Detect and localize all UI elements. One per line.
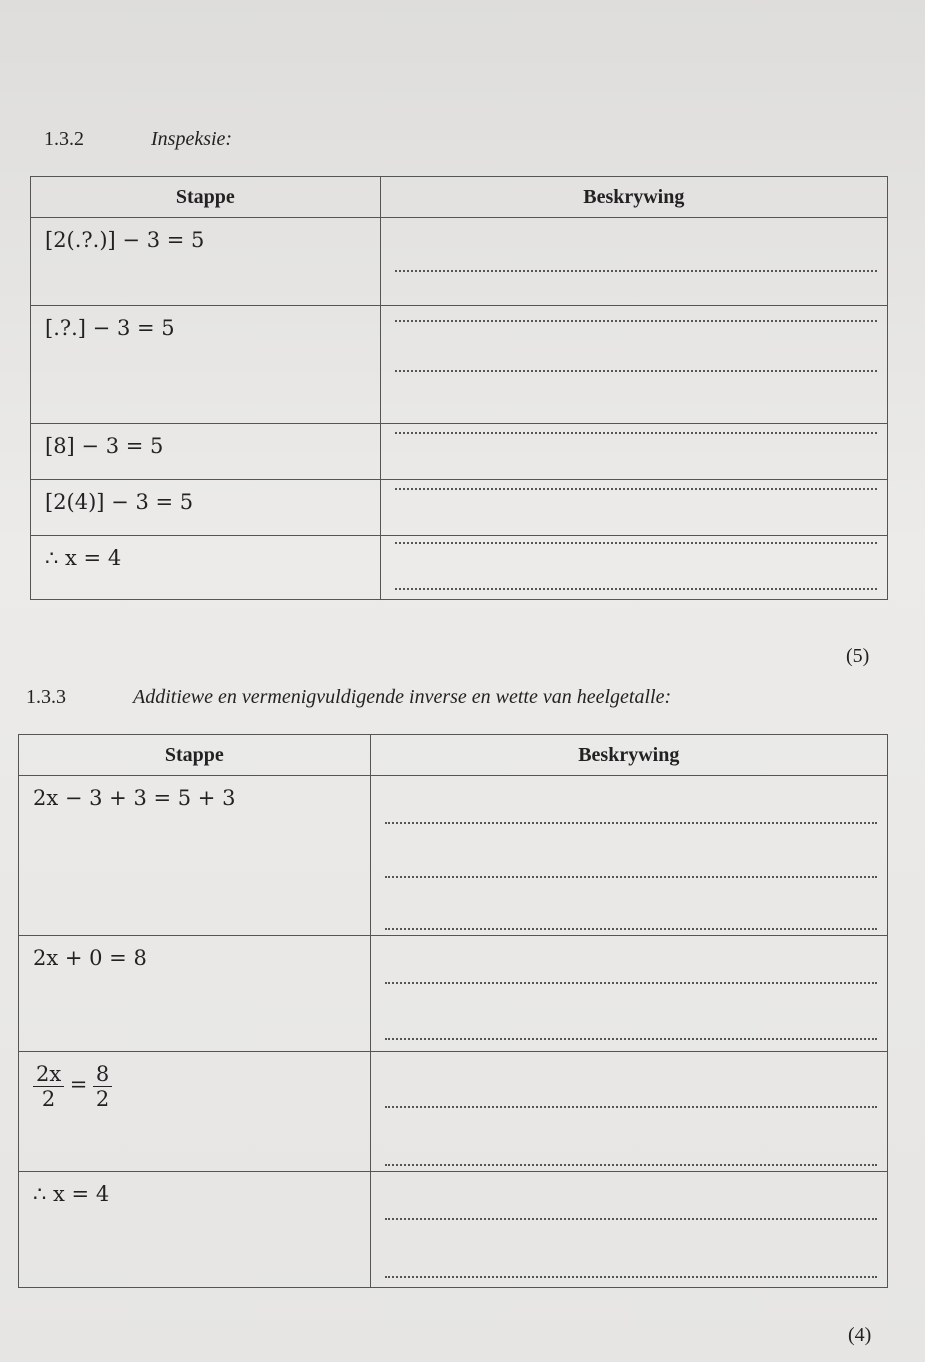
step-cell: [8] − 3 = 5	[31, 424, 381, 480]
description-answer-cell[interactable]	[370, 1172, 887, 1288]
fraction-right: $\frac{8}{2}$	[93, 1062, 112, 1111]
description-answer-cell[interactable]	[380, 424, 887, 480]
marks-133: (4)	[848, 1324, 872, 1346]
answer-line[interactable]	[385, 822, 877, 824]
step-cell: 2x + 0 = 8	[19, 936, 371, 1052]
answer-line[interactable]	[395, 542, 877, 544]
section-number: 1.3.2	[44, 128, 84, 150]
answer-line[interactable]	[385, 1038, 877, 1040]
answer-line[interactable]	[385, 928, 877, 930]
step-cell: [2(4)] − 3 = 5	[31, 480, 381, 536]
section-title: Inspeksie:	[151, 128, 233, 150]
answer-line[interactable]	[385, 1106, 877, 1108]
steps-header: Stappe	[31, 177, 381, 218]
answer-line[interactable]	[385, 1164, 877, 1166]
answer-line[interactable]	[385, 876, 877, 878]
description-answer-cell[interactable]	[370, 776, 887, 936]
description-header: Beskrywing	[380, 177, 887, 218]
answer-line[interactable]	[385, 1276, 877, 1278]
answer-line[interactable]	[395, 270, 877, 272]
section-title: Additiewe en vermenigvuldigende inverse en wette van heelgetalle:	[133, 686, 672, 708]
description-answer-cell[interactable]	[380, 218, 887, 306]
step-cell: [.?.] − 3 = 5	[31, 306, 381, 424]
section-133-heading	[26, 686, 671, 709]
step-cell: 2x − 3 + 3 = 5 + 3	[19, 776, 371, 936]
answer-line[interactable]	[395, 370, 877, 372]
section-number: 1.3.3	[26, 686, 66, 708]
description-answer-cell[interactable]	[370, 936, 887, 1052]
step-cell: ∴ x = 4	[19, 1172, 371, 1288]
description-answer-cell[interactable]	[370, 1052, 887, 1172]
equals-sign: =	[69, 1072, 88, 1097]
answer-line[interactable]	[385, 1218, 877, 1220]
answer-line[interactable]	[385, 982, 877, 984]
description-answer-cell[interactable]	[380, 306, 887, 424]
inspection-table	[30, 176, 888, 600]
inverse-laws-table	[18, 734, 888, 1288]
answer-line[interactable]	[395, 488, 877, 490]
answer-line[interactable]	[395, 320, 877, 322]
section-132-heading	[44, 128, 232, 151]
description-answer-cell[interactable]	[380, 536, 887, 600]
steps-header: Stappe	[19, 735, 371, 776]
step-cell: [2(.?.)] − 3 = 5	[31, 218, 381, 306]
description-answer-cell[interactable]	[380, 480, 887, 536]
step-cell: ∴ x = 4	[31, 536, 381, 600]
answer-line[interactable]	[395, 432, 877, 434]
description-header: Beskrywing	[370, 735, 887, 776]
fraction-left: $\frac{2x}{2}$	[33, 1062, 64, 1111]
marks-132: (5)	[846, 645, 870, 667]
answer-line[interactable]	[395, 588, 877, 590]
fraction-step-cell	[19, 1052, 371, 1172]
